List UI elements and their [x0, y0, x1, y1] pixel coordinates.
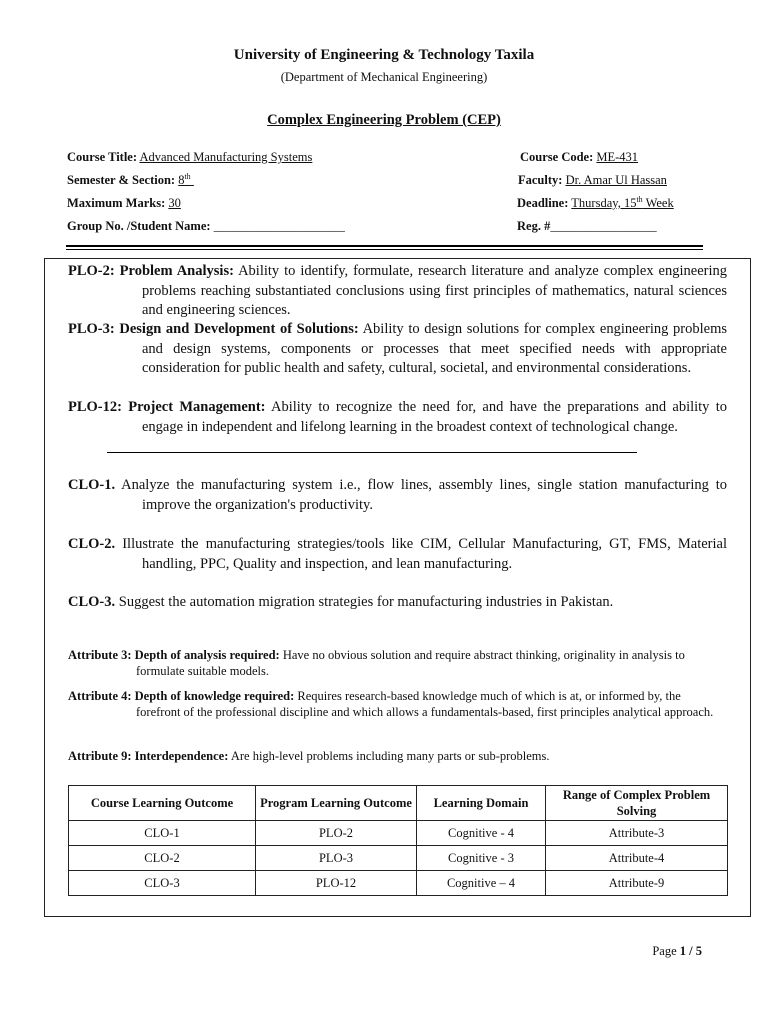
- table-cell: CLO-2: [69, 846, 256, 871]
- table-row: [69, 871, 728, 896]
- reg-blank: _________________: [550, 219, 657, 233]
- deadline-label: Deadline:: [517, 196, 569, 210]
- attribute-3-paragraph: [68, 647, 728, 679]
- plo-3-label: PLO-3: Design and Development of Solutions:: [68, 321, 359, 337]
- department-name: (Department of Mechanical Engineering): [280, 70, 488, 84]
- clo-1-label: CLO-1.: [68, 477, 116, 493]
- table-cell: Cognitive – 4: [417, 871, 546, 896]
- plo-12-paragraph: [68, 398, 727, 437]
- course-code-value: ME-431: [596, 150, 639, 164]
- group-student-field: [67, 219, 345, 234]
- plo-12-label: PLO-12: Project Management:: [68, 399, 266, 415]
- reg-label: Reg. #: [517, 219, 551, 233]
- group-student-blank: _____________________: [213, 219, 345, 233]
- attribute-9-text: Are high-level problems including many parts or sub-problems.: [228, 749, 550, 763]
- deadline-value: Thursday, 15th Week: [571, 194, 674, 210]
- plo-2-text: Ability to identify, formulate, research literature and analyze complex engineering problems reaching substantiated conclusions using first principles of mathematics, natural sciences and engineering sciences.: [142, 263, 727, 318]
- faculty-field: [518, 173, 667, 188]
- attribute-4-label: Attribute 4: Depth of knowledge required:: [68, 689, 295, 703]
- attribute-3-label: Attribute 3: Depth of analysis required:: [68, 648, 280, 662]
- table-cell: CLO-1: [69, 821, 256, 846]
- page-count: 1 / 5: [679, 944, 702, 958]
- table-cell: PLO-2: [256, 821, 417, 846]
- table-cell: Cognitive - 3: [417, 846, 546, 871]
- clo-3-paragraph: [68, 593, 727, 613]
- table-cell: Cognitive - 4: [417, 821, 546, 846]
- max-marks-field: [67, 196, 181, 211]
- plo-2-label: PLO-2: Problem Analysis:: [68, 263, 234, 279]
- clo-2-label: CLO-2.: [68, 536, 116, 552]
- semester-label: Semester & Section:: [67, 173, 176, 187]
- attribute-4-paragraph: [68, 688, 728, 720]
- table-header-row: [69, 786, 728, 821]
- page-number: [652, 944, 702, 959]
- header-rule-thin: [66, 249, 703, 250]
- faculty-label: Faculty:: [518, 173, 563, 187]
- semester-field: [67, 173, 194, 188]
- semester-value: 8th: [178, 171, 191, 187]
- plo-12-text: Ability to recognize the need for, and have the preparations and ability to engage in independent and lifelong learning in the broadest context of technological change.: [142, 399, 727, 435]
- attribute-3-text: Have no obvious solution and require abstract thinking, originality in analysis to formulate suitable models.: [136, 648, 685, 678]
- course-code-label: Course Code:: [520, 150, 594, 164]
- faculty-value: Dr. Amar Ul Hassan: [565, 173, 667, 187]
- group-student-label: Group No. /Student Name:: [67, 219, 211, 233]
- plo-3-text: Ability to design solutions for complex engineering problems and design systems, components or processes that meet specified needs with appropriate consideration for public health and safety, cultural, societal, and environmental considerations.: [142, 321, 727, 376]
- table-cell: Attribute-9: [546, 871, 728, 896]
- attribute-9-paragraph: [68, 748, 728, 764]
- reg-field: [517, 219, 657, 234]
- page-prefix: Page: [652, 944, 680, 958]
- clo-3-text: Suggest the automation migration strategies for manufacturing industries in Pakistan.: [115, 594, 614, 610]
- table-cell: PLO-12: [256, 871, 417, 896]
- column-header: Range of Complex Problem Solving: [546, 786, 728, 821]
- clo-1-text: Analyze the manufacturing system i.e., flow lines, assembly lines, single station manufacturing to improve the organization's productivity.: [115, 477, 727, 513]
- attribute-4-text: Requires research-based knowledge much of which is at, or informed by, the forefront of the professional discipline and which allows a fundamentals-based, first principles analytical approach.: [136, 689, 714, 719]
- section-separator: [107, 452, 637, 453]
- plo-3-paragraph: [68, 320, 727, 379]
- max-marks-label: Maximum Marks:: [67, 196, 166, 210]
- course-title-field: [67, 150, 312, 165]
- clo-1-paragraph: [68, 476, 727, 515]
- deadline-field: [517, 196, 674, 211]
- table-row: [69, 821, 728, 846]
- max-marks-value: 30: [168, 196, 181, 210]
- table-cell: Attribute-3: [546, 821, 728, 846]
- column-header: Program Learning Outcome: [256, 786, 417, 821]
- table-cell: PLO-3: [256, 846, 417, 871]
- plo-2-paragraph: [68, 262, 727, 321]
- column-header: Course Learning Outcome: [69, 786, 256, 821]
- table-row: [69, 846, 728, 871]
- header-rule-thick: [66, 245, 703, 247]
- course-code-field: [520, 150, 638, 165]
- table-cell: CLO-3: [69, 871, 256, 896]
- attribute-9-label: Attribute 9: Interdependence:: [68, 749, 229, 763]
- document-title: Complex Engineering Problem (CEP): [267, 112, 501, 128]
- clo-3-label: CLO-3.: [68, 594, 116, 610]
- outcome-mapping-table: [68, 785, 728, 896]
- clo-2-text: Illustrate the manufacturing strategies/tools like CIM, Cellular Manufacturing, GT, FMS, Material handling, PPC, Quality and inspection, and lean manufacturing.: [115, 536, 727, 572]
- clo-2-paragraph: [68, 535, 727, 574]
- column-header: Learning Domain: [417, 786, 546, 821]
- table-cell: Attribute-4: [546, 846, 728, 871]
- course-title-value: Advanced Manufacturing Systems: [139, 150, 313, 164]
- course-title-label: Course Title:: [67, 150, 138, 164]
- university-name: University of Engineering & Technology Taxila: [233, 47, 535, 63]
